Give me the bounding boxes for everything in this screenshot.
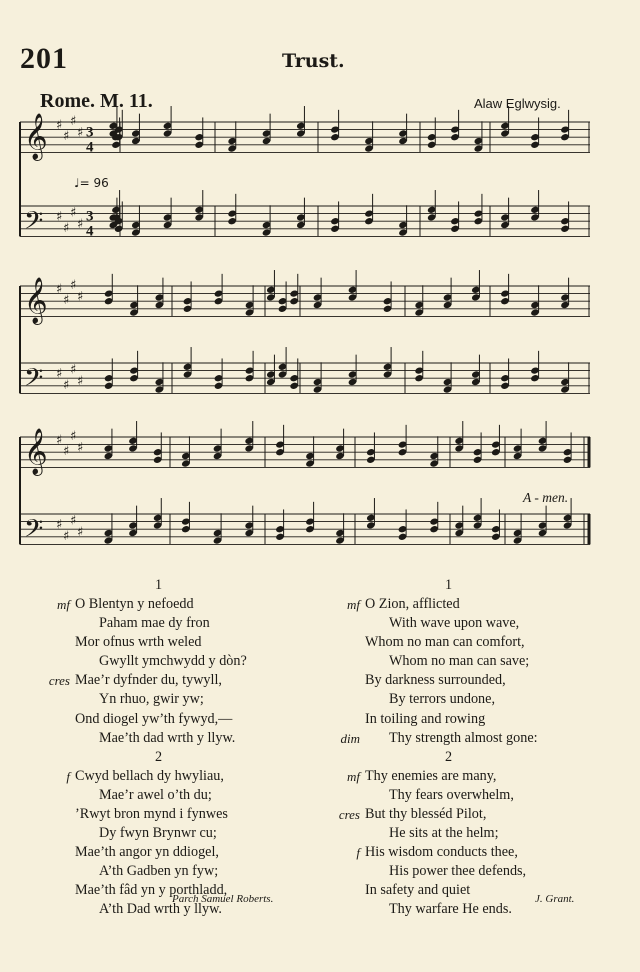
verse-line bbox=[75, 729, 247, 748]
treble-clef-icon: 𝄞 bbox=[24, 277, 48, 324]
sharp-icon: ♯ bbox=[56, 432, 63, 448]
verse-line bbox=[365, 786, 538, 805]
verse-line-text: His power thee defends, bbox=[389, 863, 527, 880]
hymn-number: 201 bbox=[20, 42, 68, 75]
verse-line-text: Mae’r awel o’th du; bbox=[99, 786, 212, 803]
verse-line-text: By darkness surrounded, bbox=[365, 672, 506, 689]
verse-line bbox=[365, 690, 538, 709]
treble-clef-icon: 𝄞 bbox=[24, 428, 48, 475]
dynamic-marking: cres bbox=[338, 806, 360, 822]
sharp-icon: ♯ bbox=[77, 525, 84, 541]
verse-line bbox=[338, 805, 538, 824]
verse-line bbox=[75, 843, 247, 862]
dynamic-marking: dim bbox=[340, 730, 360, 746]
verse-line-text: Mae’th fâd yn y porthladd, bbox=[75, 882, 228, 899]
hymn-title: Trust. bbox=[282, 50, 345, 72]
verse-line-text: Thy strength almost gone: bbox=[389, 729, 538, 746]
verse-number: 1 bbox=[445, 577, 453, 593]
sharp-icon: ♯ bbox=[63, 528, 70, 544]
sharp-icon: ♯ bbox=[56, 281, 63, 297]
verse-line bbox=[75, 824, 247, 843]
verse-line bbox=[365, 824, 538, 843]
english-verse-1 bbox=[340, 595, 538, 748]
verse-line-text: Ond diogel yw’th fywyd,— bbox=[75, 710, 233, 727]
verse-line bbox=[347, 595, 538, 614]
sharp-icon: ♯ bbox=[56, 517, 63, 533]
verse-line-text: Mae’r dyfnder du, tywyll, bbox=[75, 672, 222, 689]
dynamic-marking: mf bbox=[347, 597, 360, 612]
verse-line bbox=[75, 633, 247, 652]
verse-line-text: With wave upon wave, bbox=[389, 615, 520, 632]
sharp-icon: ♯ bbox=[56, 366, 63, 382]
bass-clef-icon: 𝄢 bbox=[24, 206, 44, 242]
verse-line bbox=[365, 671, 538, 690]
tempo-marking: ♩= 96 bbox=[74, 176, 109, 190]
dynamic-marking: mf bbox=[347, 768, 360, 784]
verse-number: 1 bbox=[155, 577, 163, 593]
verse-line bbox=[365, 900, 538, 919]
verse-line bbox=[48, 671, 247, 690]
verse-line bbox=[365, 633, 538, 652]
time-signature-denominator: 4 bbox=[86, 223, 94, 240]
sharp-icon: ♯ bbox=[63, 293, 70, 309]
verse-line-text: He sits at the helm; bbox=[389, 825, 499, 842]
verse-line bbox=[340, 729, 538, 748]
dynamic-marking: f bbox=[356, 845, 360, 861]
verse-line-text: Mor ofnus wrth weled bbox=[75, 634, 202, 651]
sharp-icon: ♯ bbox=[63, 377, 70, 393]
verse-line-text: By terrors undone, bbox=[389, 691, 495, 708]
verse-line-text: Cwyd bellach dy hwyliau, bbox=[75, 767, 224, 784]
verse-line-text: Whom no man can save; bbox=[389, 653, 530, 670]
dynamic-marking: f bbox=[66, 768, 70, 784]
sharp-icon: ♯ bbox=[70, 513, 77, 529]
dynamic-marking: mf bbox=[57, 597, 70, 612]
verse-line-text: A’th Gadben yn fyw; bbox=[99, 863, 219, 880]
sharp-icon: ♯ bbox=[77, 289, 84, 305]
verse-line-text: His wisdom conducts thee, bbox=[365, 844, 518, 861]
time-signature-denominator: 4 bbox=[86, 139, 94, 156]
verse-line-text: Whom no man can comfort, bbox=[365, 634, 525, 651]
sharp-icon: ♯ bbox=[70, 429, 77, 445]
verse-line-text: Thy warfare He ends. bbox=[389, 901, 512, 918]
verse-number: 2 bbox=[155, 748, 163, 765]
sharp-icon: ♯ bbox=[70, 278, 77, 294]
sharp-icon: ♯ bbox=[63, 220, 70, 236]
verse-line bbox=[365, 710, 538, 729]
verse-line-text: Dy fwyn Brynwr cu; bbox=[99, 825, 217, 842]
time-signature-numerator: 3 bbox=[86, 208, 94, 225]
dynamic-marking: cres bbox=[48, 673, 70, 689]
verse-line-text: In safety and quiet bbox=[365, 882, 471, 899]
bass-clef-icon: 𝄢 bbox=[24, 514, 44, 550]
bass-clef-icon: 𝄢 bbox=[24, 363, 44, 399]
verse-line bbox=[347, 767, 538, 786]
verse-line bbox=[365, 862, 538, 881]
treble-clef-icon: 𝄞 bbox=[24, 113, 48, 160]
sharp-icon: ♯ bbox=[70, 362, 77, 378]
sharp-icon: ♯ bbox=[56, 209, 63, 225]
welsh-author-credit: Parch Samuel Roberts. bbox=[172, 893, 274, 905]
verse-line bbox=[365, 881, 538, 900]
verse-line bbox=[75, 652, 247, 671]
english-verse-2 bbox=[338, 767, 538, 920]
welsh-verse-1 bbox=[48, 595, 247, 748]
sharp-icon: ♯ bbox=[77, 374, 84, 390]
verse-line bbox=[356, 843, 538, 862]
sharp-icon: ♯ bbox=[63, 444, 70, 460]
verse-line bbox=[75, 786, 247, 805]
verse-line-text: In toiling and rowing bbox=[365, 710, 486, 727]
english-text bbox=[338, 576, 538, 920]
verse-line-text: But thy blesséd Pilot, bbox=[365, 805, 487, 822]
verse-line bbox=[75, 710, 247, 729]
sharp-icon: ♯ bbox=[77, 125, 84, 141]
verse-line bbox=[75, 805, 247, 824]
verse-line-text: Paham mae dy fron bbox=[99, 615, 210, 632]
verse-number: 2 bbox=[445, 748, 453, 765]
verse-line-text: Thy fears overwhelm, bbox=[389, 786, 514, 803]
verse-line bbox=[66, 767, 247, 786]
amen-lyric: A - men. bbox=[523, 490, 569, 505]
sharp-icon: ♯ bbox=[77, 217, 84, 233]
verse-line bbox=[75, 614, 247, 633]
verse-line-text: ’Rwyt bron mynd i fynwes bbox=[75, 805, 228, 822]
verse-line-text: Mae’th dad wrth y llyw. bbox=[99, 729, 236, 746]
verse-line bbox=[57, 595, 247, 614]
welsh-text bbox=[48, 576, 247, 920]
time-signature-numerator: 3 bbox=[86, 124, 94, 141]
sharp-icon: ♯ bbox=[70, 114, 77, 130]
verse-line-text: O Blentyn y nefoedd bbox=[75, 596, 194, 612]
sharp-icon: ♯ bbox=[56, 117, 63, 133]
tune-credit: Alaw Eglwysig. bbox=[474, 96, 561, 111]
verse-line bbox=[75, 690, 247, 709]
tune-name: Rome. M. 11. bbox=[40, 90, 153, 112]
verse-line bbox=[365, 614, 538, 633]
sharp-icon: ♯ bbox=[63, 129, 70, 145]
verse-line-text: Yn rhuo, gwir yw; bbox=[99, 691, 204, 708]
verse-line-text: Mae’th angor yn ddiogel, bbox=[75, 844, 219, 861]
sharp-icon: ♯ bbox=[77, 440, 84, 456]
sharp-icon: ♯ bbox=[70, 205, 77, 221]
verse-line-text: A’th Dad wrth y llyw. bbox=[99, 901, 222, 918]
verse-line-text: O Zion, afflicted bbox=[365, 596, 460, 612]
verse-line-text: Thy enemies are many, bbox=[365, 767, 497, 784]
english-author-credit: J. Grant. bbox=[535, 893, 575, 905]
verse-line bbox=[365, 652, 538, 671]
verse-line-text: Gwyllt ymchwydd y dòn? bbox=[99, 653, 247, 670]
verse-line bbox=[75, 862, 247, 881]
